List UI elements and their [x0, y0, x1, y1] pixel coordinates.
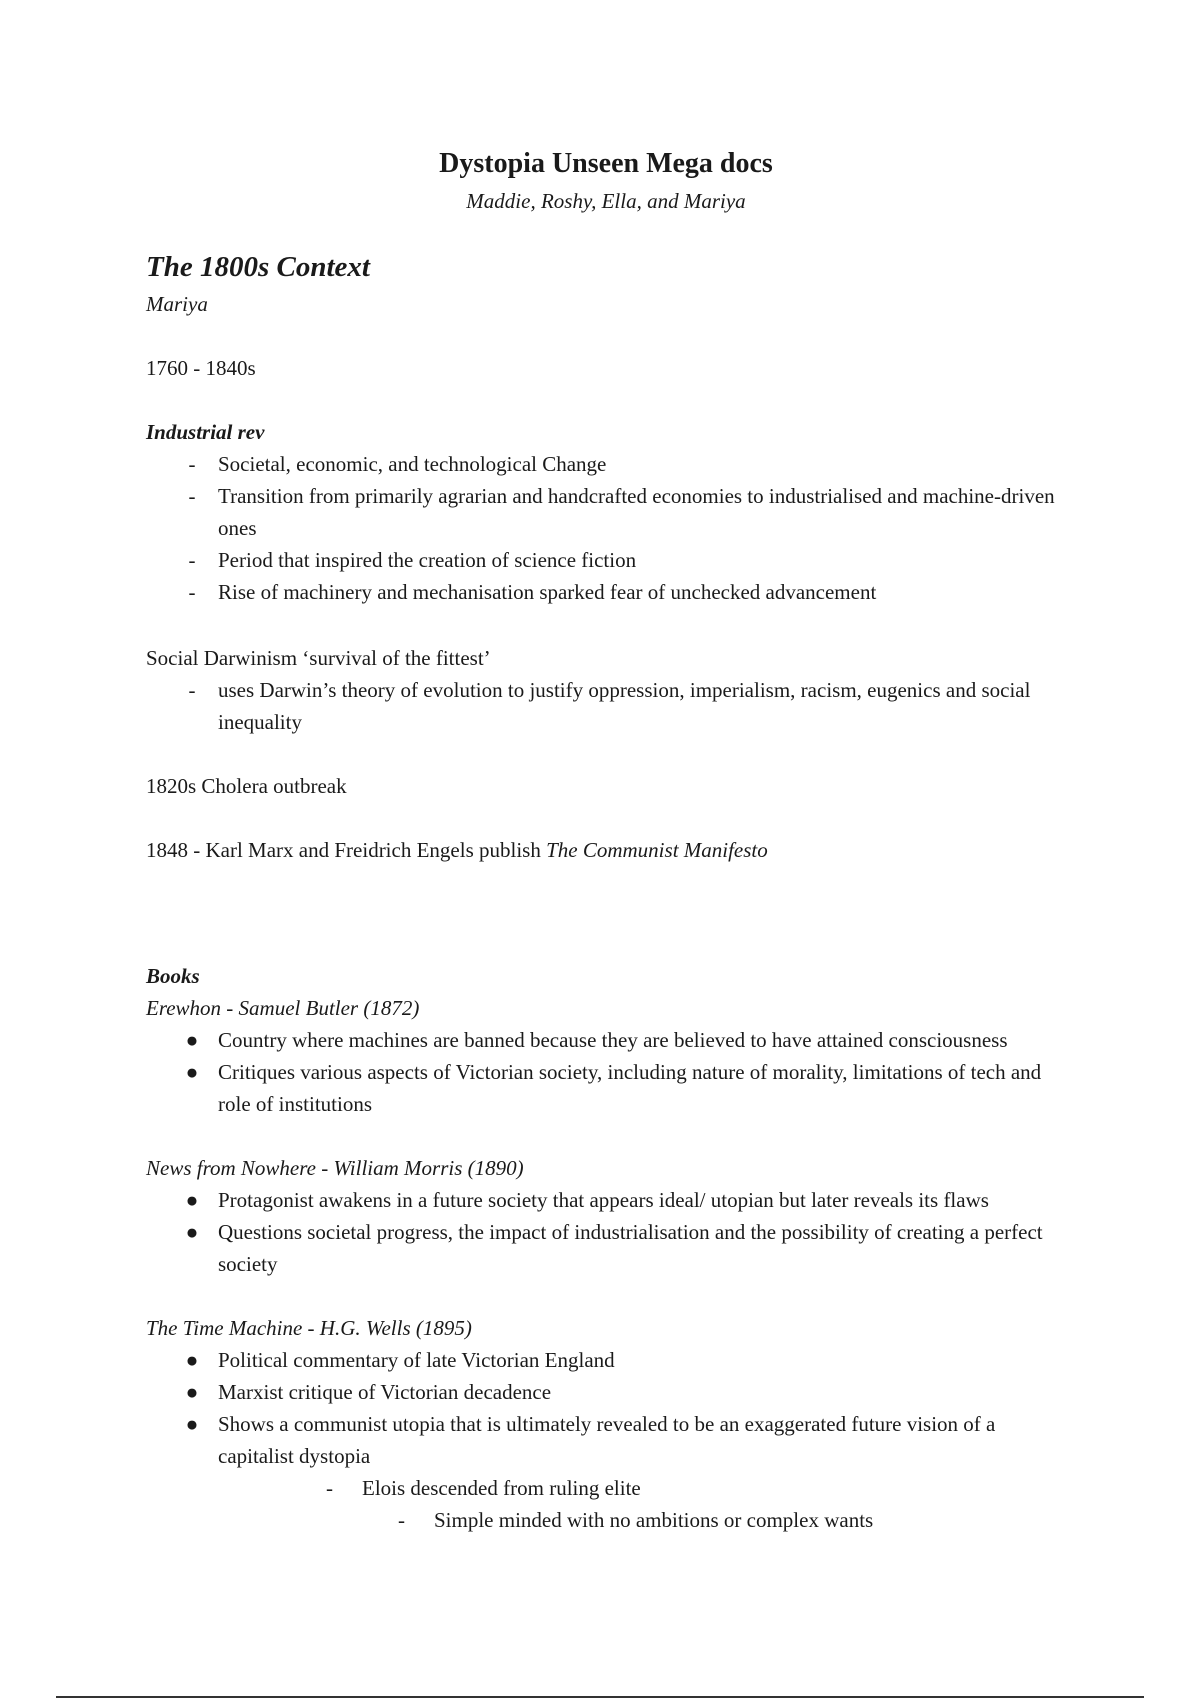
- book-title-news-from-nowhere: News from Nowhere - William Morris (1890): [146, 1156, 524, 1180]
- dash-marker: -: [188, 452, 196, 476]
- bullet-marker: ●: [185, 1060, 199, 1084]
- social-darwinism-list: [146, 674, 1066, 738]
- list-item: ● Critiques various aspects of Victorian society, including nature of morality, limitations of tech and role of institutions: [146, 1056, 1066, 1120]
- dash-marker: -: [398, 1508, 405, 1532]
- list-item: - uses Darwin’s theory of evolution to justify oppression, imperialism, racism, eugenics and social inequality: [146, 674, 1066, 738]
- document-title: Dystopia Unseen Mega docs: [439, 148, 773, 179]
- list-item: ● Country where machines are banned because they are believed to have attained consciousness: [146, 1024, 1066, 1056]
- date-range: 1760 - 1840s: [146, 356, 256, 380]
- section-heading: The 1800s Context: [146, 251, 370, 283]
- news-from-nowhere-list: [146, 1184, 1066, 1280]
- list-item: - Transition from primarily agrarian and handcrafted economies to industrialised and machine-driven ones: [146, 480, 1066, 544]
- manifesto-title: The Communist Manifesto: [546, 838, 768, 862]
- social-darwinism-heading: Social Darwinism ‘survival of the fittest’: [146, 646, 491, 670]
- book-title-time-machine: The Time Machine - H.G. Wells (1895): [146, 1316, 472, 1340]
- dash-marker: -: [326, 1476, 333, 1500]
- bullet-marker: ●: [185, 1348, 199, 1372]
- list-item: ● Marxist critique of Victorian decadence: [146, 1376, 1066, 1408]
- list-item: ● Questions societal progress, the impact of industrialisation and the possibility of creating a perfect society: [146, 1216, 1066, 1280]
- dash-marker: -: [188, 484, 196, 508]
- bullet-marker: ●: [185, 1220, 199, 1244]
- books-heading: Books: [146, 964, 200, 988]
- time-machine-list: [146, 1344, 1066, 1472]
- erewhon-list: [146, 1024, 1066, 1120]
- nested-list-item-level-3: - Simple minded with no ambitions or complex wants: [398, 1504, 873, 1536]
- list-item: - Period that inspired the creation of science fiction: [146, 544, 1066, 576]
- section-author: Mariya: [146, 292, 208, 316]
- list-item: ● Shows a communist utopia that is ultimately revealed to be an exaggerated future vision of a capitalist dystopia: [146, 1408, 1066, 1472]
- dash-marker: -: [188, 678, 196, 702]
- bullet-marker: ●: [185, 1412, 199, 1436]
- list-item: - Rise of machinery and mechanisation sparked fear of unchecked advancement: [146, 576, 1066, 608]
- bullet-marker: ●: [185, 1028, 199, 1052]
- nested-list-item: - Elois descended from ruling elite: [326, 1472, 641, 1504]
- bullet-marker: ●: [185, 1380, 199, 1404]
- dash-marker: -: [188, 548, 196, 572]
- cholera-outbreak: 1820s Cholera outbreak: [146, 774, 347, 798]
- list-item: - Societal, economic, and technological Change: [146, 448, 1066, 480]
- list-item: ● Political commentary of late Victorian England: [146, 1344, 1066, 1376]
- book-title-erewhon: Erewhon - Samuel Butler (1872): [146, 996, 420, 1020]
- industrial-rev-heading: Industrial rev: [146, 420, 265, 444]
- list-item: ● Protagonist awakens in a future society that appears ideal/ utopian but later reveals its flaws: [146, 1184, 1066, 1216]
- document-authors: Maddie, Roshy, Ella, and Mariya: [466, 189, 746, 213]
- dash-marker: -: [188, 580, 196, 604]
- bullet-marker: ●: [185, 1188, 199, 1212]
- industrial-rev-list: [146, 448, 1066, 608]
- page-bottom-rule: [56, 1696, 1144, 1698]
- communist-manifesto-line: 1848 - Karl Marx and Freidrich Engels publish The Communist Manifesto: [146, 838, 768, 862]
